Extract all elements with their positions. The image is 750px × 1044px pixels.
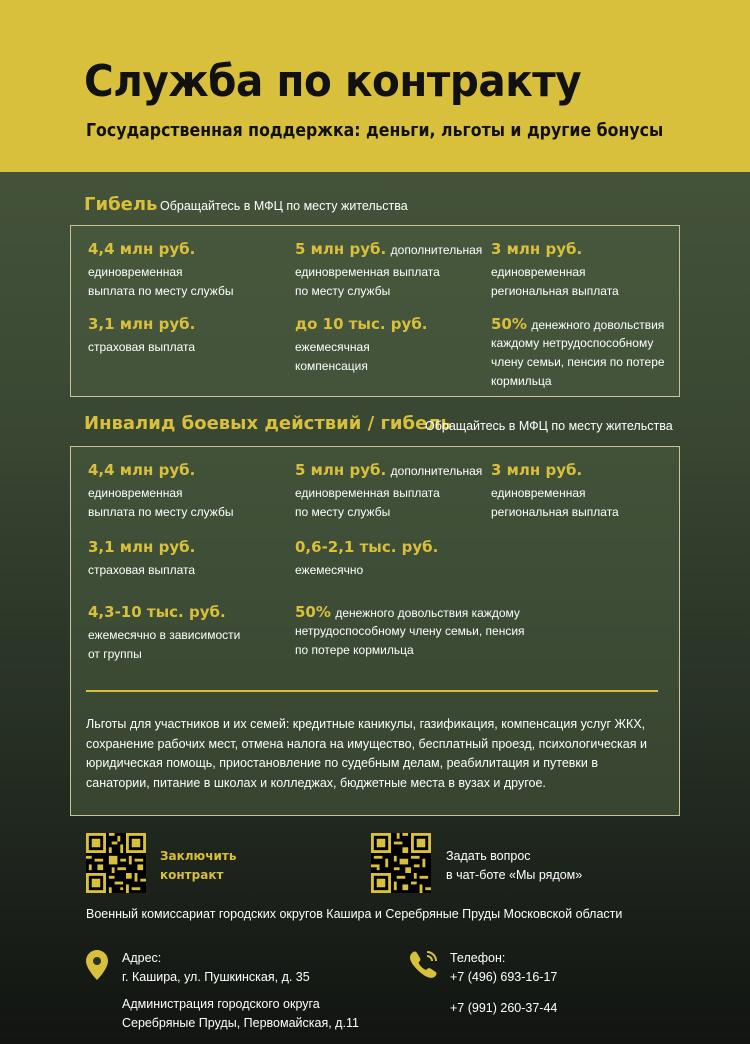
page-subtitle: Государственная поддержка: деньги, льготы и другие бонусы xyxy=(86,121,664,141)
death-item-6 xyxy=(491,315,676,391)
amount-extra: денежного довольствия xyxy=(531,318,665,332)
amount-extra: дополнительная xyxy=(390,243,483,257)
death-item-2 xyxy=(295,240,495,301)
description: единовременная выплата по месту службы xyxy=(295,486,440,519)
phone-number-2[interactable]: +7 (991) 260-37-44 xyxy=(450,1001,558,1015)
amount: до 10 тыс. руб. xyxy=(295,315,428,333)
disabled-item-7 xyxy=(295,603,625,660)
disabled-item-6 xyxy=(88,603,288,664)
amount: 4,3-10 тыс. руб. xyxy=(88,603,226,621)
address-line-1: г. Кашира, ул. Пушкинская, д. 35 xyxy=(122,970,310,984)
description: единовременная выплата по месту службы xyxy=(88,265,234,298)
description: ежемесячная компенсация xyxy=(295,340,370,373)
disabled-item-2 xyxy=(295,461,495,522)
qr-chatbot-label: Задать вопрос в чат-боте «Мы рядом» xyxy=(446,849,583,882)
phone-number-1[interactable]: +7 (496) 693-16-17 xyxy=(450,970,558,984)
amount: 4,4 млн руб. xyxy=(88,240,196,258)
description: страховая выплата xyxy=(88,563,196,577)
amount: 50% xyxy=(295,603,331,621)
death-item-3 xyxy=(491,240,671,301)
amount: 3 млн руб. xyxy=(491,461,583,479)
amount: 5 млн руб. xyxy=(295,240,387,258)
qr-code-chatbot[interactable] xyxy=(371,833,431,893)
amount: 5 млн руб. xyxy=(295,461,387,479)
section-disabled-note: Обращайтесь в МФЦ по месту жительства xyxy=(425,419,673,433)
header-banner xyxy=(0,0,750,172)
location-pin-icon xyxy=(86,950,108,985)
section-death-note: Обращайтесь в МФЦ по месту жительства xyxy=(160,199,408,213)
qr-code-contract[interactable] xyxy=(86,833,146,893)
qr-icon xyxy=(86,833,146,893)
amount-extra: денежного довольствия каждому xyxy=(335,606,520,620)
section-death-title: Гибель xyxy=(84,194,158,215)
address-block xyxy=(122,949,310,987)
description: единовременная выплата по месту службы xyxy=(88,486,234,519)
amount: 4,4 млн руб. xyxy=(88,461,196,479)
qr-contract-label: Заключить контракт xyxy=(160,849,237,882)
section-disabled-title: Инвалид боевых действий / гибель xyxy=(84,413,452,434)
death-item-1 xyxy=(88,240,288,301)
description: ежемесячно xyxy=(295,563,364,577)
phone-icon xyxy=(408,949,440,984)
description: страховая выплата xyxy=(88,340,196,354)
description: каждому нетрудоспособному члену семьи, пенсия по потере кормильца xyxy=(491,336,665,388)
amount: 0,6-2,1 тыс. руб. xyxy=(295,538,439,556)
amount: 50% xyxy=(491,315,527,333)
disabled-item-1 xyxy=(88,461,288,522)
disabled-item-4 xyxy=(88,538,288,580)
amount-extra: дополнительная xyxy=(390,464,483,478)
phone-block xyxy=(450,949,557,987)
qr-icon xyxy=(371,833,431,893)
amount: 3,1 млн руб. xyxy=(88,538,196,556)
phone-label: Телефон: xyxy=(450,951,506,965)
description: ежемесячно в зависимости от группы xyxy=(88,628,241,661)
benefits-text: Льготы для участников и их семей: кредитные каникулы, газификация, компенсация услуг ЖКХ, сохранение рабочих мест, отмена налога на имущество, бесплатный проезд, психологическая и юридическая помощь, приостановление по судебным делам, реабилитация и путевки в санатории, питание в школах и колледжах, бюджетные места в вузах и другое. xyxy=(86,717,647,790)
death-item-4 xyxy=(88,315,288,357)
address-label: Адрес: xyxy=(122,951,162,965)
section-divider xyxy=(86,690,658,692)
description: единовременная региональная выплата xyxy=(491,265,619,298)
description: единовременная выплата по месту службы xyxy=(295,265,440,298)
death-item-5 xyxy=(295,315,485,376)
disabled-item-5 xyxy=(295,538,495,580)
commissariat-name: Военный комиссариат городских округов Кашира и Серебряные Пруды Московской области xyxy=(86,907,623,921)
address-line-2: Администрация городского округа Серебряные Пруды, Первомайская, д.11 xyxy=(122,997,359,1030)
amount: 3,1 млн руб. xyxy=(88,315,196,333)
amount: 3 млн руб. xyxy=(491,240,583,258)
page-title: Служба по контракту xyxy=(84,56,582,107)
disabled-item-3 xyxy=(491,461,671,522)
description: нетрудоспособному члену семьи, пенсия по потере кормильца xyxy=(295,624,525,657)
description: единовременная региональная выплата xyxy=(491,486,619,519)
